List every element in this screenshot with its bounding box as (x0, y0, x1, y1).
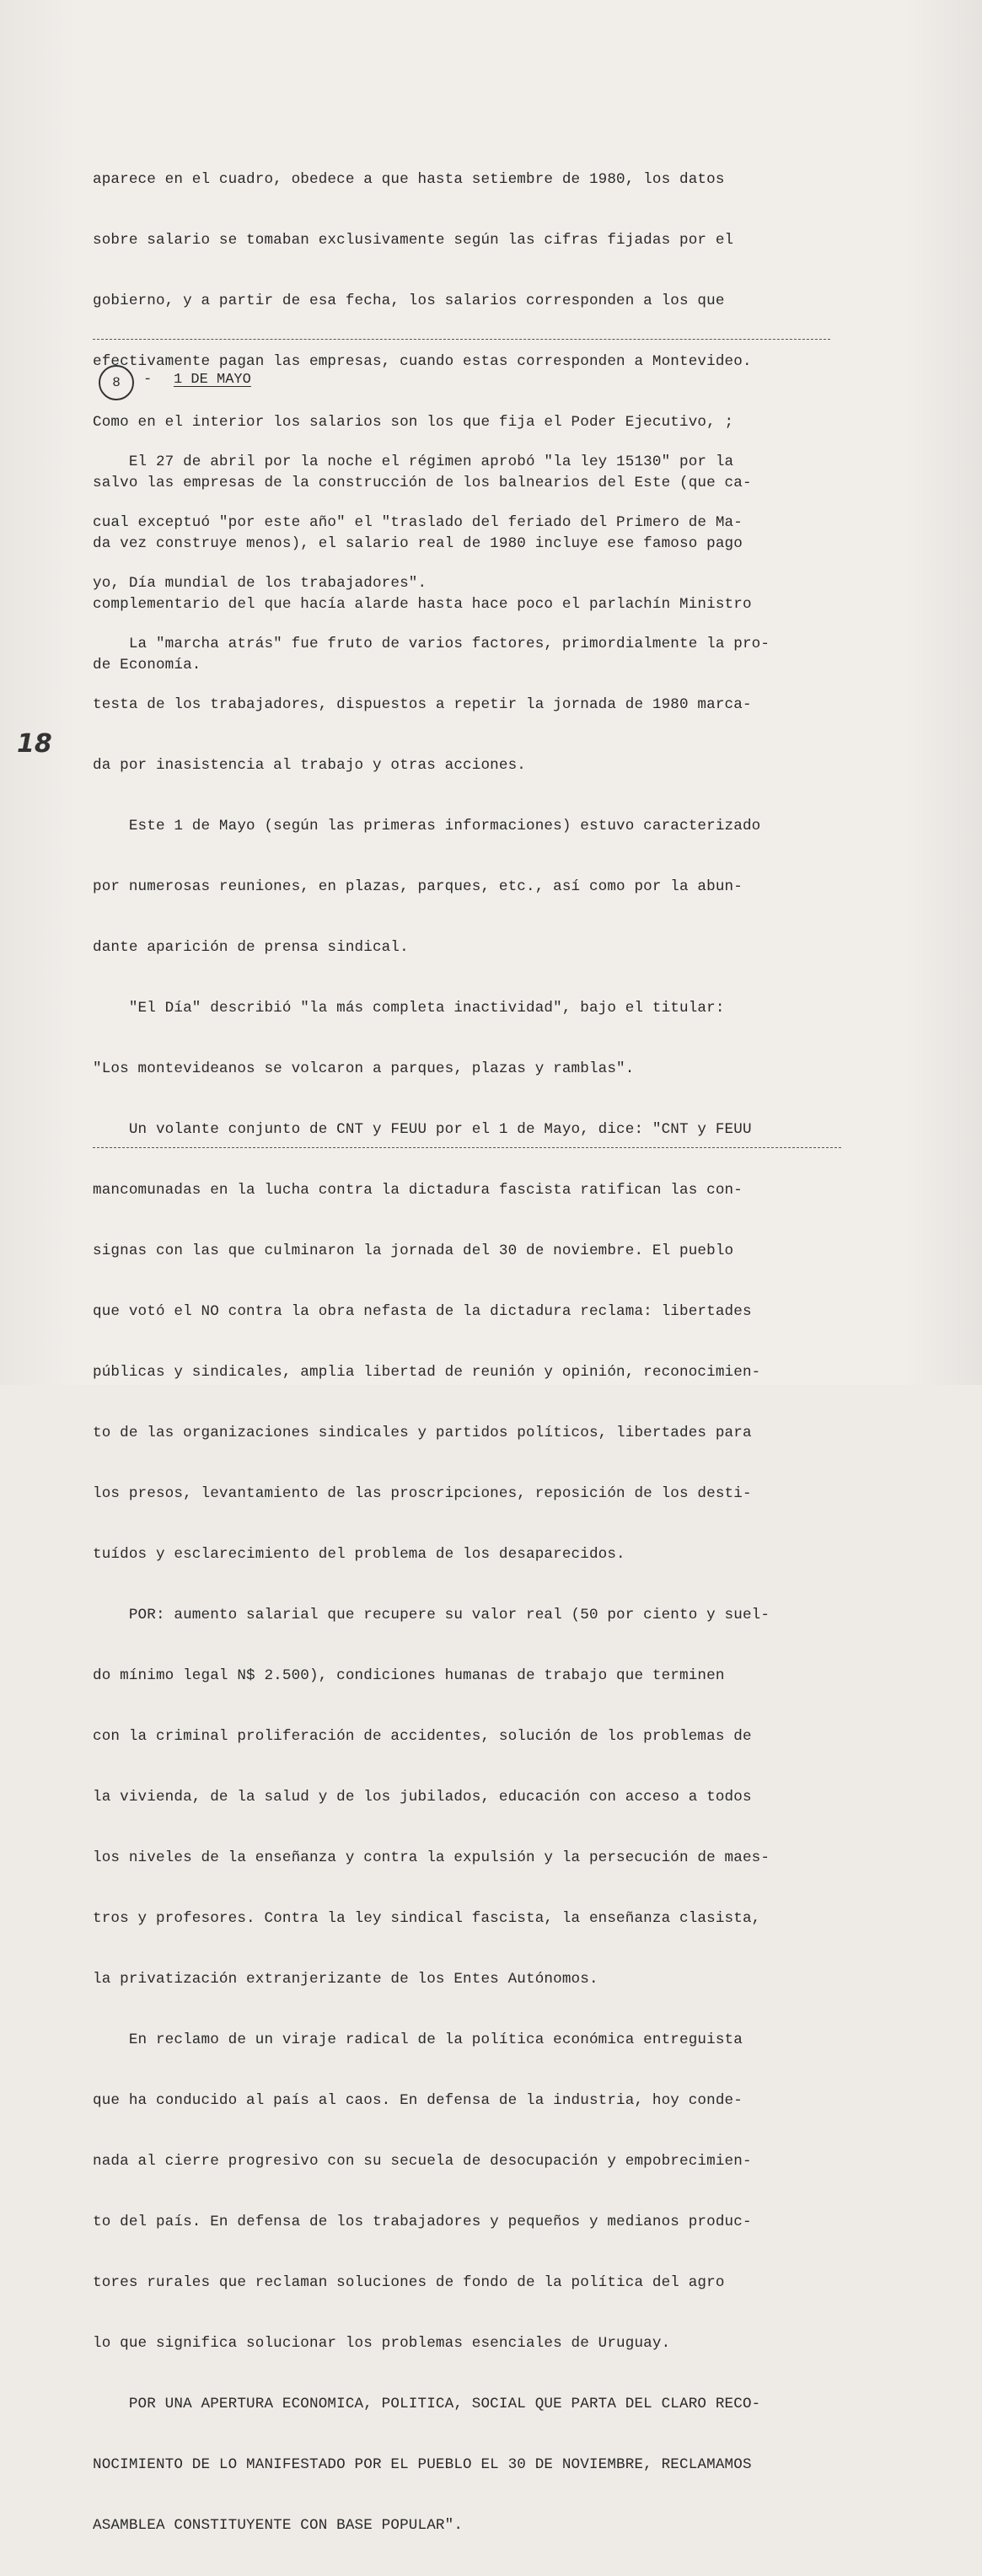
text-line: El 27 de abril por la noche el régimen aprobó "la ley 15130" por la (93, 453, 734, 470)
section-dash: - (143, 372, 153, 388)
text-line: do mínimo legal N$ 2.500), condiciones humanas de trabajo que terminen (93, 1667, 725, 1684)
text-line: públicas y sindicales, amplia libertad de reunión y opinión, reconocimien- (93, 1364, 761, 1381)
text-line: sobre salario se tomaban exclusivamente según las cifras fijadas por el (93, 232, 734, 249)
text-line: cual exceptuó "por este año" el "traslado del feriado del Primero de Ma- (93, 514, 743, 531)
text-line: to del país. En defensa de los trabajadores y pequeños y medianos produc- (93, 2214, 752, 2230)
text-line: efectivamente pagan las empresas, cuando estas corresponden a Montevideo. (93, 353, 752, 370)
text-line: complementario del que hacía alarde hasta hace poco el parlachín Ministro (93, 596, 752, 613)
text-line: Un volante conjunto de CNT y FEUU por el 1 de Mayo, dice: "CNT y FEUU (93, 1121, 752, 1138)
text-line: tores rurales que reclaman soluciones de fondo de la política del agro (93, 2274, 725, 2291)
text-line: da vez construye menos), el salario real de 1980 incluye ese famoso pago (93, 535, 743, 552)
text-line: nada al cierre progresivo con su secuela de desocupación y empobrecimien- (93, 2153, 752, 2170)
text-line: tros y profesores. Contra la ley sindical fascista, la enseñanza clasista, (93, 1910, 761, 1927)
text-line: con la criminal proliferación de accidentes, solución de los problemas de (93, 1728, 752, 1745)
text-line: En reclamo de un viraje radical de la política económica entreguista (93, 2031, 743, 2048)
text-line: Este 1 de Mayo (según las primeras informaciones) estuvo caracterizado (93, 818, 761, 835)
text-line: de Economía. (93, 657, 201, 674)
text-line: signas con las que culminaron la jornada del 30 de noviembre. El pueblo (93, 1242, 734, 1259)
text-line: da por inasistencia al trabajo y otras acciones. (93, 757, 526, 774)
section-title: 1 DE MAYO (174, 372, 251, 388)
text-line: La "marcha atrás" fue fruto de varios factores, primordialmente la pro- (93, 636, 770, 652)
text-line: yo, Día mundial de los trabajadores". (93, 575, 427, 592)
text-line: que ha conducido al país al caos. En defensa de la industria, hoy conde- (93, 2092, 743, 2109)
page-number: 18 (17, 729, 52, 759)
text-line: los presos, levantamiento de las proscripciones, reposición de los desti- (93, 1485, 752, 1502)
text-line: mancomunadas en la lucha contra la dictadura fascista ratifican las con- (93, 1182, 743, 1199)
text-line: la privatización extranjerizante de los Entes Autónomos. (93, 1971, 598, 1988)
text-line: Como en el interior los salarios son los que fija el Poder Ejecutivo, ; (93, 414, 734, 431)
text-line: aparece en el cuadro, obedece a que hasta setiembre de 1980, los datos (93, 171, 725, 188)
text-line: la vivienda, de la salud y de los jubilados, educación con acceso a todos (93, 1789, 752, 1806)
text-line: POR UNA APERTURA ECONOMICA, POLITICA, SOCIAL QUE PARTA DEL CLARO RECO- (93, 2396, 761, 2412)
text-line: los niveles de la enseñanza y contra la expulsión y la persecución de maes- (93, 1849, 770, 1866)
text-line: salvo las empresas de la construcción de los balnearios del Este (que ca- (93, 475, 752, 491)
dashed-separator-bottom (93, 1147, 841, 1148)
section-heading (99, 365, 351, 402)
text-line: "Los montevideanos se volcaron a parques, plazas y ramblas". (93, 1060, 635, 1077)
text-line: dante aparición de prensa sindical. (93, 939, 409, 956)
text-line: "El Día" describió "la más completa inactividad", bajo el titular: (93, 1000, 725, 1017)
section-number-circle: 8 (99, 365, 134, 400)
text-line: POR: aumento salarial que recupere su valor real (50 por ciento y suel- (93, 1607, 770, 1623)
text-line: que votó el NO contra la obra nefasta de la dictadura reclama: libertades (93, 1303, 752, 1320)
text-line: testa de los trabajadores, dispuestos a repetir la jornada de 1980 marca- (93, 696, 752, 713)
text-line: tuídos y esclarecimiento del problema de los desaparecidos. (93, 1546, 625, 1563)
text-line: ASAMBLEA CONSTITUYENTE CON BASE POPULAR". (93, 2517, 464, 2534)
text-line: por numerosas reuniones, en plazas, parques, etc., así como por la abun- (93, 878, 743, 895)
text-line: gobierno, y a partir de esa fecha, los salarios corresponden a los que (93, 292, 725, 309)
dashed-separator-top (93, 339, 830, 340)
text-line: lo que significa solucionar los problemas esenciales de Uruguay. (93, 2335, 671, 2352)
text-line: NOCIMIENTO DE LO MANIFESTADO POR EL PUEBLO EL 30 DE NOVIEMBRE, RECLAMAMOS (93, 2456, 752, 2473)
text-line: to de las organizaciones sindicales y partidos políticos, libertades para (93, 1425, 752, 1441)
section-body (93, 411, 851, 2576)
